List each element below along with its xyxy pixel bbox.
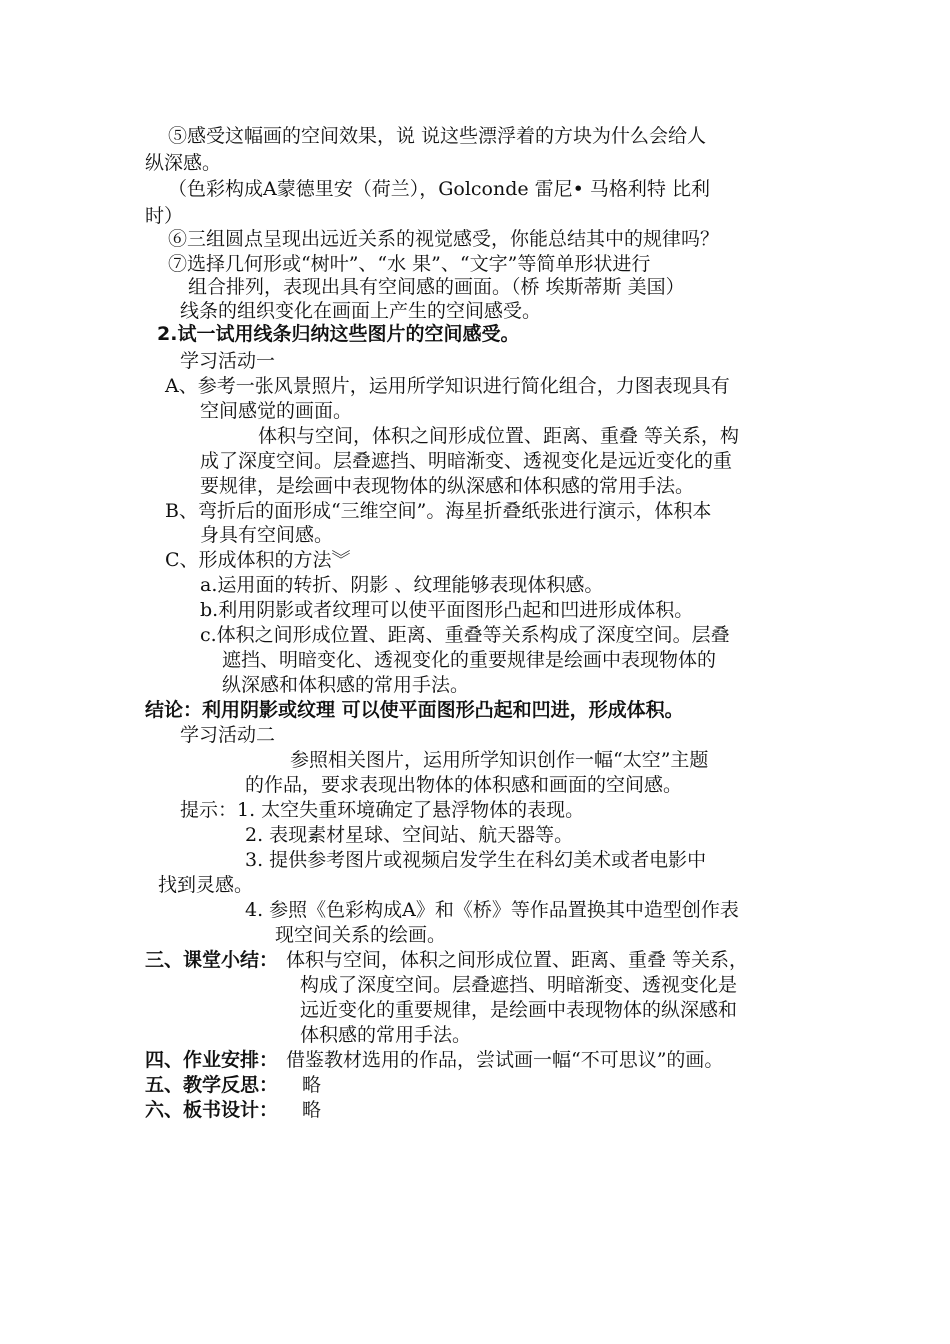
conclusion-line: 结论：利用阴影或纹理 可以使平面图形凸起和凹进，形成体积。 [145,699,684,721]
hint-item: 4. 参照《色彩构成A》和《桥》等作品置换其中造型创作表 [245,899,739,921]
paragraph-line: 身具有空间感。 [200,524,334,546]
paragraph-line: C、形成体积的方法︾ [165,549,351,571]
paragraph-line: 纵深感和体积感的常用手法。 [222,674,470,696]
section-heading: 五、教学反思： [145,1074,279,1096]
paragraph-line: （色彩构成A蒙德里安（荷兰），Golconde 雷尼• 马格利特 比利 [168,178,710,200]
activity-heading: 学习活动二 [180,724,276,746]
paragraph-line: 参照相关图片，运用所学知识创作一幅“太空”主题 [290,749,709,771]
paragraph-line: 遮挡、明暗变化、透视变化的重要规律是绘画中表现物体的 [222,649,717,671]
paragraph-line: 体积与空间，体积之间形成位置、距离、重叠 等关系，构 [258,425,740,447]
paragraph-line: A、参考一张风景照片，运用所学知识进行简化组合，力图表现具有 [165,375,730,397]
list-item: b.利用阴影或者纹理可以使平面图形凸起和凹进形成体积。 [200,599,694,621]
paragraph-line: 成了深度空间。层叠遮挡、明暗渐变、透视变化是远近变化的重 [200,450,733,472]
paragraph-line: 纵深感。 [145,152,222,174]
hint-item: 提示：1. 太空失重环境确定了悬浮物体的表现。 [180,799,585,821]
paragraph-line: 组合排列，表现出具有空间感的画面。（桥 埃斯蒂斯 美国） [188,276,685,298]
paragraph-line: 略 [302,1074,322,1096]
paragraph-line: ⑦选择几何形或“树叶”、“水 果”、“文字”等简单形状进行 [168,253,651,275]
section-heading: 2.试一试用线条归纳这些图片的空间感受。 [157,323,520,345]
list-item: c.体积之间形成位置、距离、重叠等关系构成了深度空间。层叠 [200,624,730,646]
hint-item: 2. 表现素材星球、空间站、航天器等。 [245,824,574,846]
paragraph-line: ⑤感受这幅画的空间效果，说 说这些漂浮着的方块为什么会给人 [168,125,707,147]
paragraph-line: 线条的组织变化在画面上产生的空间感受。 [180,300,542,322]
paragraph-line: 借鉴教材选用的作品，尝试画一幅“不可思议”的画。 [286,1049,724,1071]
paragraph-line: 要规律，是绘画中表现物体的纵深感和体积感的常用手法。 [200,475,695,497]
hint-item: 3. 提供参考图片或视频启发学生在科幻美术或者电影中 [245,849,707,871]
paragraph-line: ⑥三组圆点呈现出远近关系的视觉感受，你能总结其中的规律吗？ [168,228,720,250]
section-heading: 四、作业安排： [145,1049,279,1071]
paragraph-line: 略 [302,1099,322,1121]
paragraph-line: 时） [145,205,184,227]
paragraph-line: 体积感的常用手法。 [300,1024,472,1046]
activity-heading: 学习活动一 [180,350,276,372]
paragraph-line: 找到灵感。 [158,874,254,896]
section-heading: 三、课堂小结： [145,949,279,971]
paragraph-line: B、弯折后的面形成“三维空间”。海星折叠纸张进行演示，体积本 [165,500,712,522]
paragraph-line: 空间感觉的画面。 [200,400,353,422]
paragraph-line: 远近变化的重要规律，是绘画中表现物体的纵深感和 [300,999,738,1021]
section-heading: 六、板书设计： [145,1099,279,1121]
list-item: a.运用面的转折、阴影 、纹理能够表现体积感。 [200,574,604,596]
paragraph-line: 的作品，要求表现出物体的体积感和画面的空间感。 [245,774,683,796]
paragraph-line: 现空间关系的绘画。 [275,924,447,946]
paragraph-line: 构成了深度空间。层叠遮挡、明暗渐变、透视变化是 [300,974,738,996]
paragraph-line: 体积与空间，体积之间形成位置、距离、重叠 等关系， [286,949,749,971]
